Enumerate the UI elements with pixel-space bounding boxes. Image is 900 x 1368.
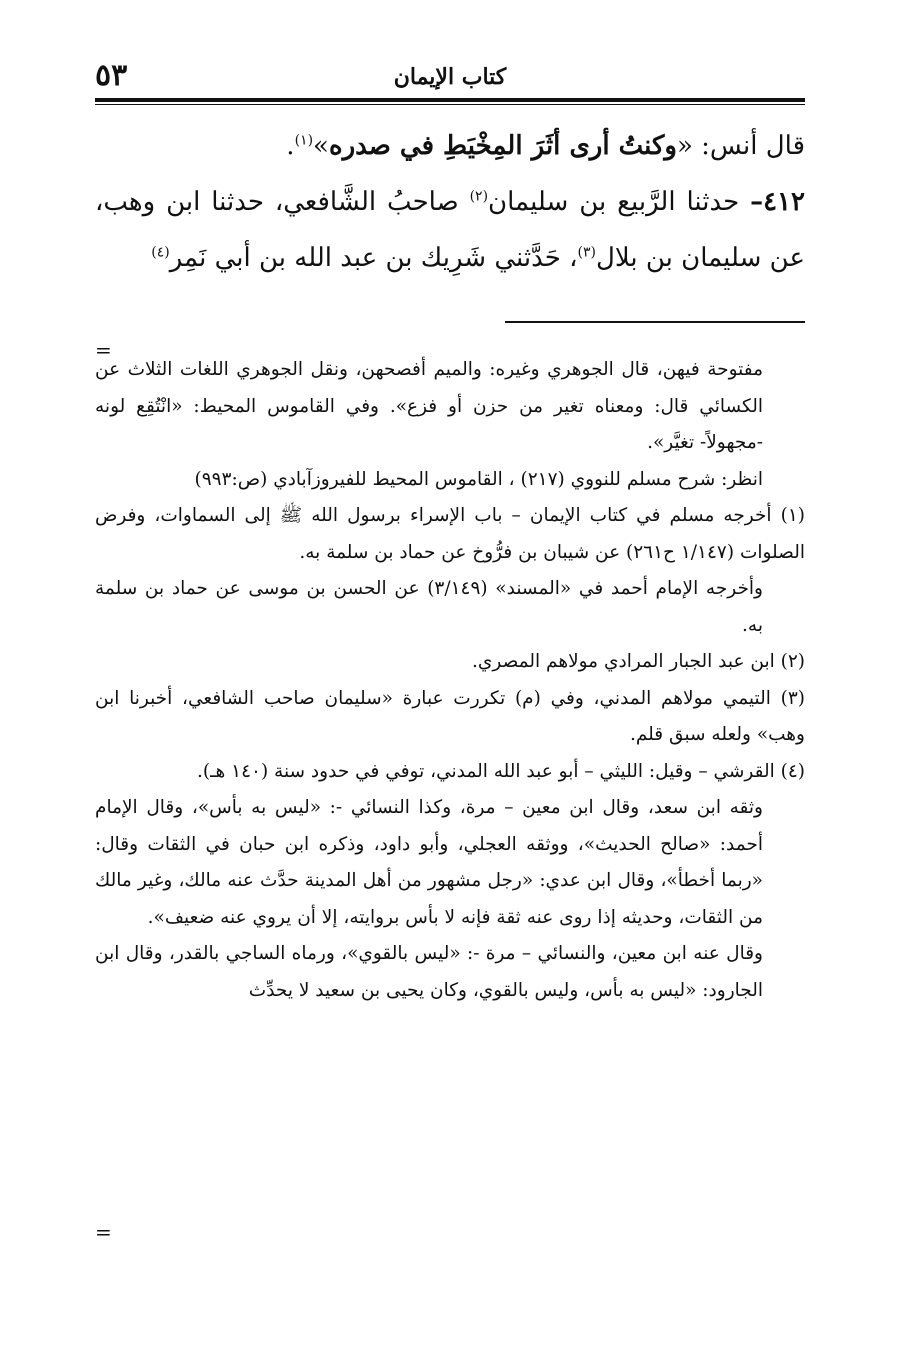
- footnote-ref: (١): [294, 132, 314, 149]
- anas-statement: قال أنس: «وكنتُ أرى أثَرَ المِخْيَطِ في صدره»$^{(١)}$.: [286, 131, 805, 161]
- hadith-paragraph: ٤١٢– حدثنا الرَّبيع بن سليمان$^{(٢)}$ صاحبُ الشَّافعي، حدثنا ابن وهب، عن سليمان بن بلال$^{(٣)}$، حَدَّثني شَرِيك بن عبد الله بن أبي نَمِر$^{(٤)}$: [95, 187, 805, 273]
- chapter-title: كتاب الإيمان: [393, 64, 507, 90]
- continuation-mark: =: [95, 338, 112, 362]
- footnote-continuation-source: انظر: شرح مسلم للنووي (٢١٧) ، القاموس المحيط للفيروزآبادي (ص:٩٩٣): [194, 468, 763, 490]
- footnotes: [95, 352, 805, 1009]
- main-text: [95, 118, 805, 286]
- footnote-ref: (٤): [151, 244, 170, 261]
- footnote-ref: (٢): [469, 188, 489, 205]
- header-rule-thin: [95, 104, 805, 105]
- page-number: ٥٣: [95, 58, 128, 93]
- footnote-1-continued: وأخرجه الإمام أحمد في «المسند» (٣/١٤٩) عن الحسن بن موسى عن حماد بن سلمة به.: [95, 578, 763, 636]
- running-header: [95, 58, 805, 98]
- footnote-continuation: مفتوحة فيهن، قال الجوهري وغيره: والميم أفصحهن، ونقل الجوهري اللغات الثلاث عن الكسائي قال: ومعناه تغير من حزن أو فزع». وفي القاموس المحيط: «انْتُقِع لونه -مجهولاً- تغيَّر».: [95, 359, 763, 453]
- footnote-ref: (٣): [577, 244, 596, 261]
- continuation-mark-bottom: =: [95, 1220, 112, 1244]
- header-rule-thick: [95, 98, 805, 102]
- footnote-4: (٤) القرشي – وقيل: الليثي – أبو عبد الله المدني، توفي في حدود سنة (١٤٠ هـ).: [196, 760, 805, 782]
- footnote-separator: [505, 321, 805, 323]
- footnote-3: (٣) التيمي مولاهم المدني، وفي (م) تكررت عبارة «سليمان صاحب الشافعي، أخبرنا ابن وهب» ولعله سبق قلم.: [95, 687, 805, 745]
- footnote-2: (٢) ابن عبد الجبار المرادي مولاهم المصري.: [472, 651, 805, 672]
- hadith-number: ٤١٢–: [750, 187, 805, 217]
- footnote-1: (١) أخرجه مسلم في كتاب الإيمان – باب الإسراء برسول الله ﷺ إلى السماوات، وفرض الصلوات (١/١٤٧ ح٢٦١) عن شيبان بن فرُّوخ عن حماد بن سلمة به.: [95, 505, 805, 563]
- quoted-statement: وكنتُ أرى أثَرَ المِخْيَطِ في صدره: [328, 131, 677, 161]
- footnote-4-continued-2: وقال عنه ابن معين، والنسائي – مرة -: «ليس بالقوي»، ورماه الساجي بالقدر، وقال ابن الجارود: «ليس به بأس، وليس بالقوي، وكان يحيى بن سعيد لا يحدِّث: [95, 943, 763, 1001]
- footnote-4-continued: وثقه ابن سعد، وقال ابن معين – مرة، وكذا النسائي -: «ليس به بأس»، وقال الإمام أحمد: «صالح الحديث»، ووثقه العجلي، وأبو داود، وذكره ابن حبان في الثقات وقال: «ربما أخطأ»، وقال ابن عدي: «رجل مشهور من أهل المدينة حدَّث عنه مالك، وغير مالك من الثقات، وحديثه إذا روى عنه ثقة فإنه لا بأس بروايته، إلا أن يروي عنه ضعيف».: [95, 797, 763, 928]
